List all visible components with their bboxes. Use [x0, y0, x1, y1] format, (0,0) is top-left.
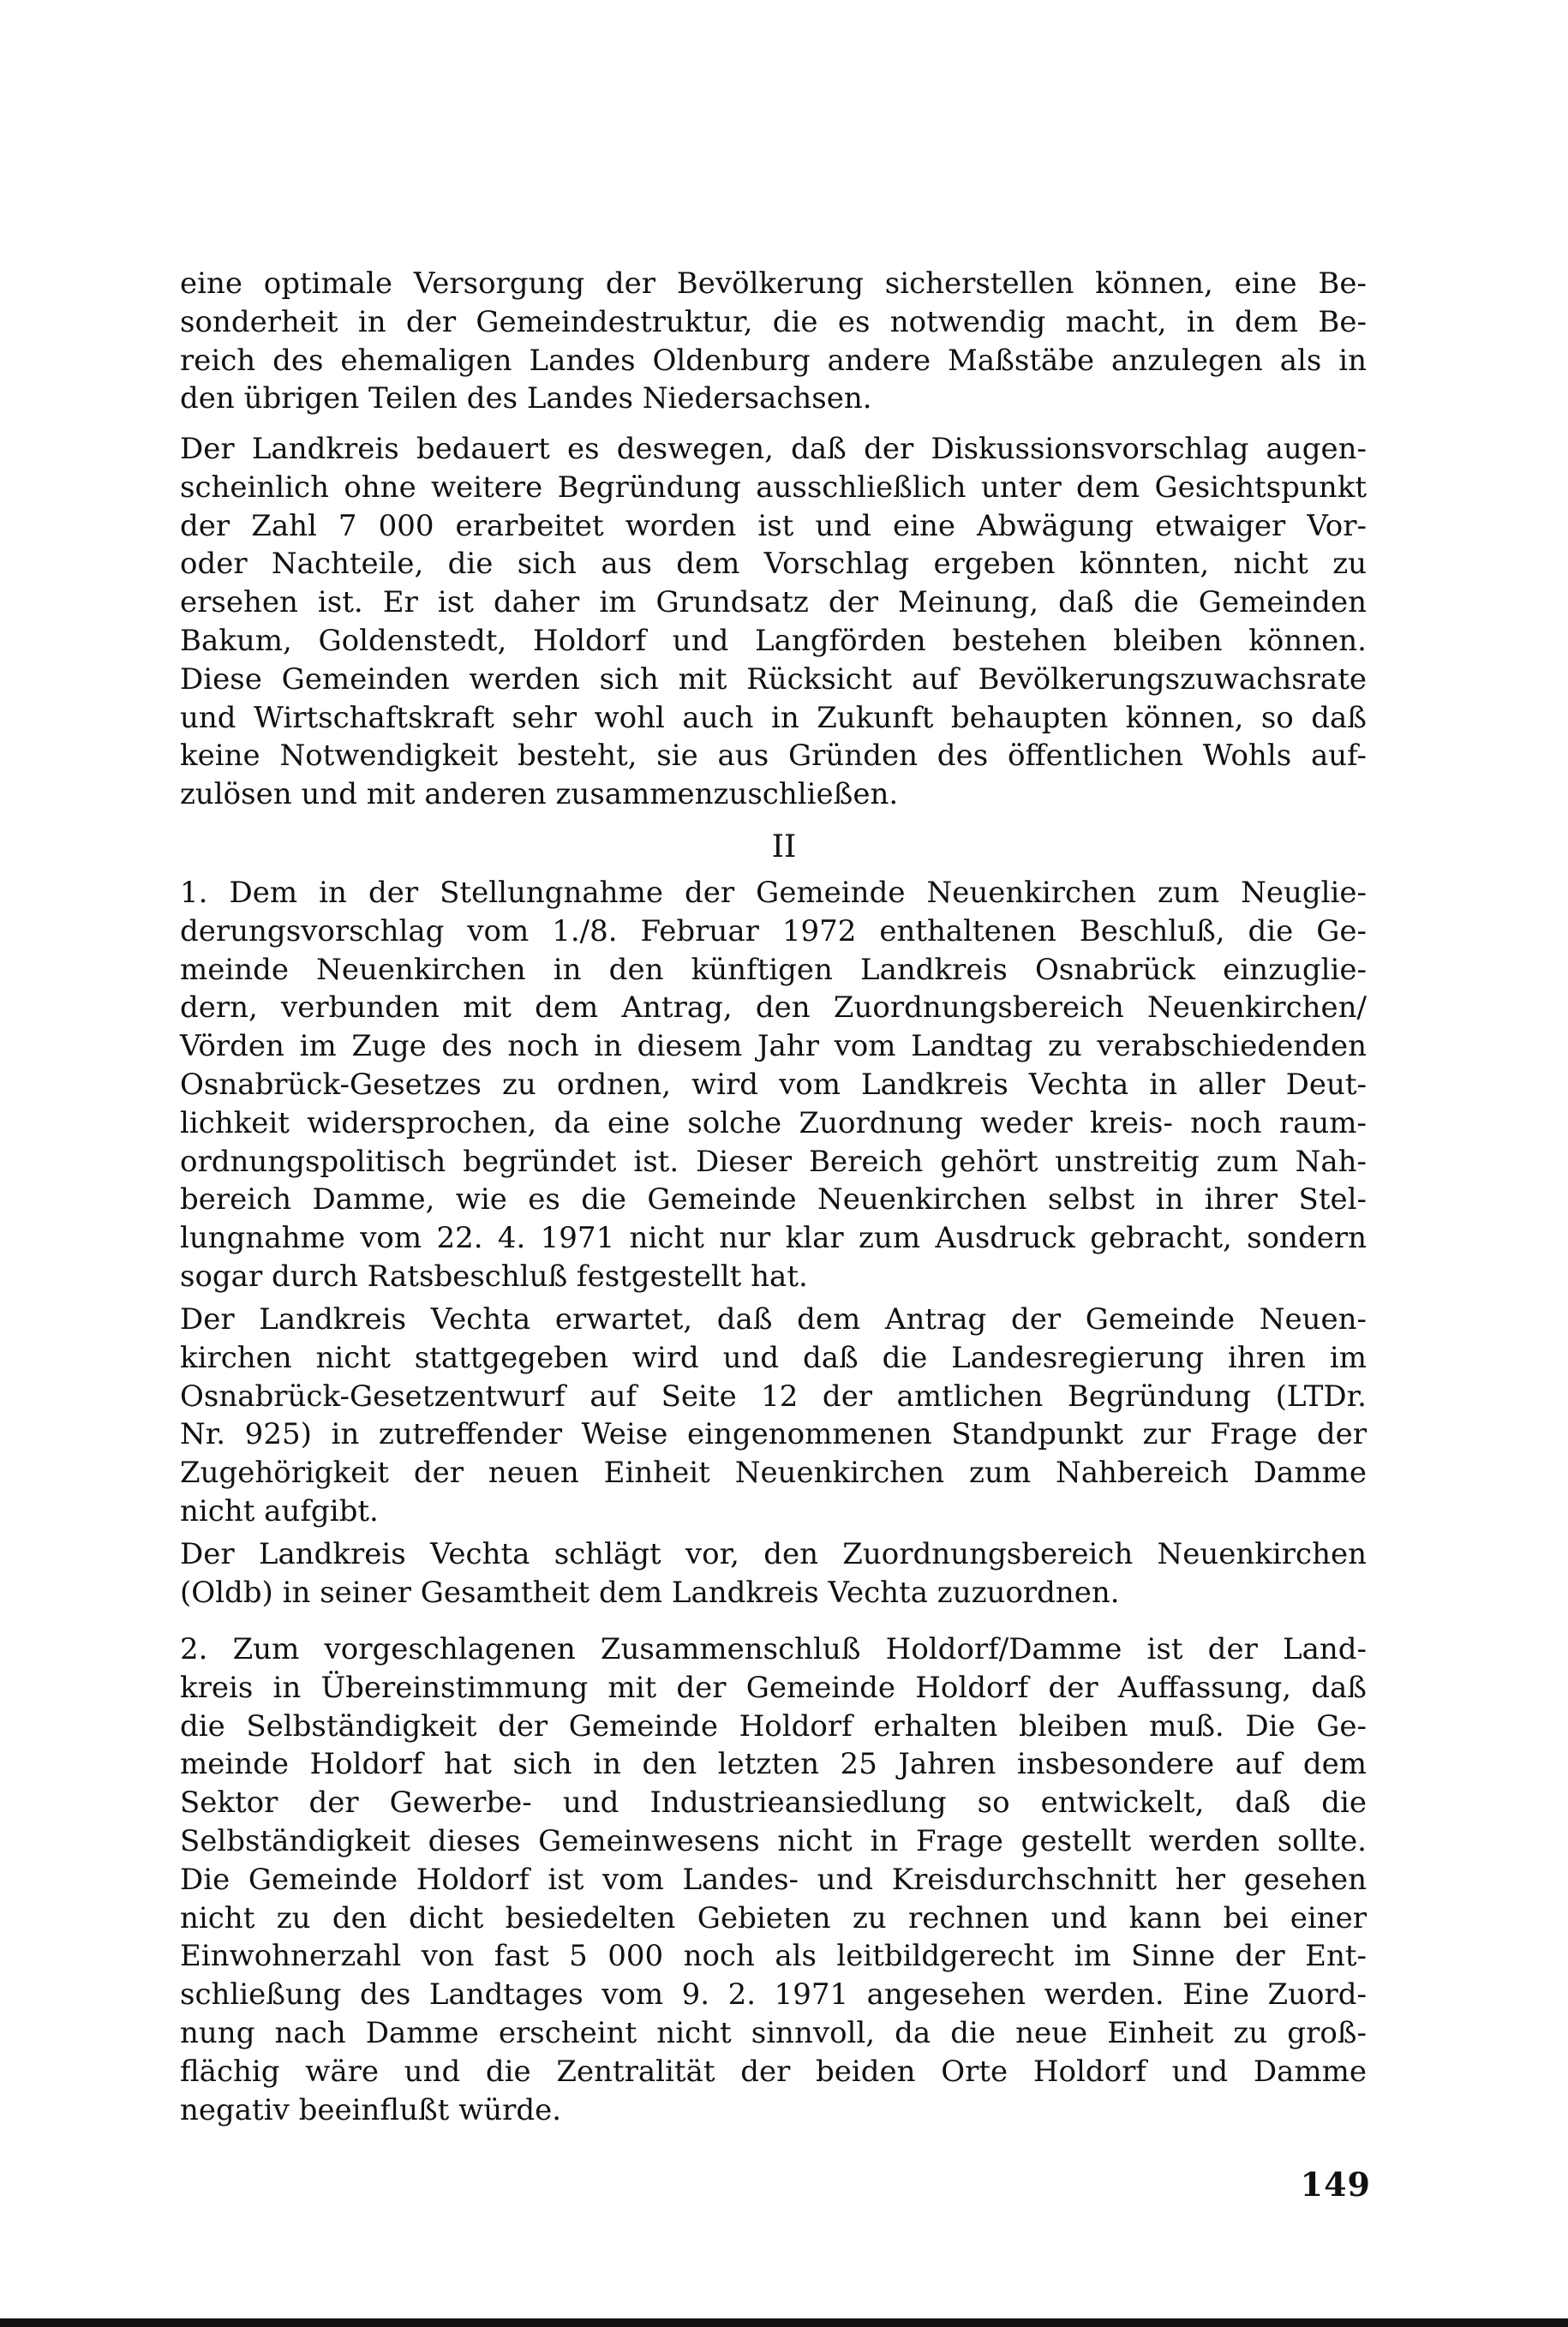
- text-line: dern, verbunden mit dem Antrag, den Zuordnungsbereich Neuenkirchen/: [180, 990, 1367, 1026]
- text-line: Osnabrück-Gesetzes zu ordnen, wird vom Landkreis Vechta in aller Deut-: [180, 1067, 1367, 1102]
- text-line: nicht zu den dicht besiedelten Gebieten zu rechnen und kann bei einer: [180, 1900, 1367, 1935]
- text-line: Nr. 925) in zutreffender Weise eingenommenen Standpunkt zur Frage der: [180, 1417, 1367, 1452]
- text-line: sogar durch Ratsbeschluß festgestellt hat.: [180, 1259, 808, 1294]
- text-line: Selbständigkeit dieses Gemeinwesens nicht in Frage gestellt werden sollte.: [180, 1823, 1367, 1858]
- text-line: Der Landkreis Vechta schlägt vor, den Zuordnungsbereich Neuenkirchen: [180, 1537, 1367, 1571]
- text-line: nung nach Damme erscheint nicht sinnvoll, da die neue Einheit zu groß-: [180, 2015, 1367, 2050]
- text-line: Diese Gemeinden werden sich mit Rücksicht auf Bevölkerungszuwachsrate: [180, 661, 1367, 697]
- text-line: Der Landkreis bedauert es deswegen, daß der Diskussionsvorschlag augen-: [180, 432, 1367, 466]
- text-line: nicht aufgibt.: [180, 1493, 379, 1528]
- paragraph-6: [180, 1630, 1367, 2129]
- text-line: flächig wäre und die Zentralität der beiden Orte Holdorf und Damme: [180, 2054, 1367, 2089]
- paragraph-4: [180, 1301, 1367, 1531]
- text-line: zulösen und mit anderen zusammenzuschließen.: [180, 777, 899, 812]
- text-line: Die Gemeinde Holdorf ist vom Landes- und Kreisdurchschnitt her gesehen: [180, 1862, 1367, 1897]
- text-line: Einwohnerzahl von fast 5 000 noch als leitbildgerecht im Sinne der Ent-: [180, 1939, 1367, 1974]
- text-line: 1. Dem in der Stellungnahme der Gemeinde Neuenkirchen zum Neuglie-: [180, 876, 1367, 910]
- text-line: Osnabrück-Gesetzentwurf auf Seite 12 der amtlichen Begründung (LTDr.: [180, 1379, 1367, 1414]
- paragraph-3: [180, 874, 1367, 1296]
- text-line: bereich Damme, wie es die Gemeinde Neuenkirchen selbst in ihrer Stel-: [180, 1182, 1367, 1217]
- text-line: ordnungspolitisch begründet ist. Dieser Bereich gehört unstreitig zum Nah-: [180, 1144, 1367, 1179]
- text-line: (Oldb) in seiner Gesamtheit dem Landkreis Vechta zuzuordnen.: [180, 1575, 1120, 1610]
- text-line: kirchen nicht stattgegeben wird und daß die Landesregierung ihren im: [180, 1340, 1367, 1375]
- text-line: der Zahl 7 000 erarbeitet worden ist und eine Abwägung etwaiger Vor-: [180, 508, 1367, 543]
- text-line: scheinlich ohne weitere Begründung ausschließlich unter dem Gesichtspunkt: [180, 470, 1367, 505]
- paragraph-1: [180, 265, 1367, 418]
- text-line: reich des ehemaligen Landes Oldenburg andere Maßstäbe anzulegen als in: [180, 343, 1367, 378]
- text-line: kreis in Übereinstimmung mit der Gemeinde Holdorf der Auffassung, daß: [180, 1670, 1367, 1705]
- text-line: negativ beeinflußt würde.: [180, 2092, 562, 2127]
- text-line: Sektor der Gewerbe- und Industrieansiedlung so entwickelt, daß die: [180, 1786, 1367, 1821]
- paragraph-5: [180, 1535, 1367, 1612]
- text-line: Der Landkreis Vechta erwartet, daß dem Antrag der Gemeinde Neuen-: [180, 1302, 1367, 1337]
- text-line: eine optimale Versorgung der Bevölkerung sicherstellen können, eine Be-: [180, 266, 1367, 301]
- bottom-edge-rule: [0, 2318, 1568, 2327]
- text-line: den übrigen Teilen des Landes Niedersachsen.: [180, 381, 872, 416]
- text-line: Zugehörigkeit der neuen Einheit Neuenkirchen zum Nahbereich Damme: [180, 1456, 1367, 1491]
- text-line: Vörden im Zuge des noch in diesem Jahr vom Landtag zu verabschiedenden: [180, 1029, 1367, 1064]
- text-line: oder Nachteile, die sich aus dem Vorschlag ergeben könnten, nicht zu: [180, 547, 1367, 582]
- text-line: lungnahme vom 22. 4. 1971 nicht nur klar zum Ausdruck gebracht, sondern: [180, 1221, 1367, 1256]
- text-line: meinde Neuenkirchen in den künftigen Landkreis Osnabrück einzuglie-: [180, 952, 1367, 987]
- text-line: die Selbständigkeit der Gemeinde Holdorf erhalten bleiben muß. Die Ge-: [180, 1708, 1367, 1744]
- text-line: und Wirtschaftskraft sehr wohl auch in Zukunft behaupten können, so daß: [180, 700, 1367, 735]
- text-line: Bakum, Goldenstedt, Holdorf und Langförden bestehen bleiben können.: [180, 623, 1367, 658]
- text-line: derungsvorschlag vom 1./8. Februar 1972 enthaltenen Beschluß, die Ge-: [180, 913, 1367, 948]
- section-heading: II: [771, 829, 797, 864]
- page-number: 149: [1300, 2165, 1371, 2204]
- paragraph-2: [180, 430, 1367, 814]
- text-line: keine Notwendigkeit besteht, sie aus Gründen des öffentlichen Wohls auf-: [180, 739, 1367, 774]
- text-line: meinde Holdorf hat sich in den letzten 25 Jahren insbesondere auf dem: [180, 1747, 1367, 1782]
- text-line: sonderheit in der Gemeindestruktur, die es notwendig macht, in dem Be-: [180, 304, 1367, 339]
- text-line: 2. Zum vorgeschlagenen Zusammenschluß Holdorf/Damme ist der Land-: [180, 1632, 1367, 1666]
- text-line: lichkeit widersprochen, da eine solche Zuordnung weder kreis- noch raum-: [180, 1105, 1367, 1140]
- text-line: ersehen ist. Er ist daher im Grundsatz der Meinung, daß die Gemeinden: [180, 585, 1367, 620]
- text-line: schließung des Landtages vom 9. 2. 1971 angesehen werden. Eine Zuord-: [180, 1977, 1367, 2013]
